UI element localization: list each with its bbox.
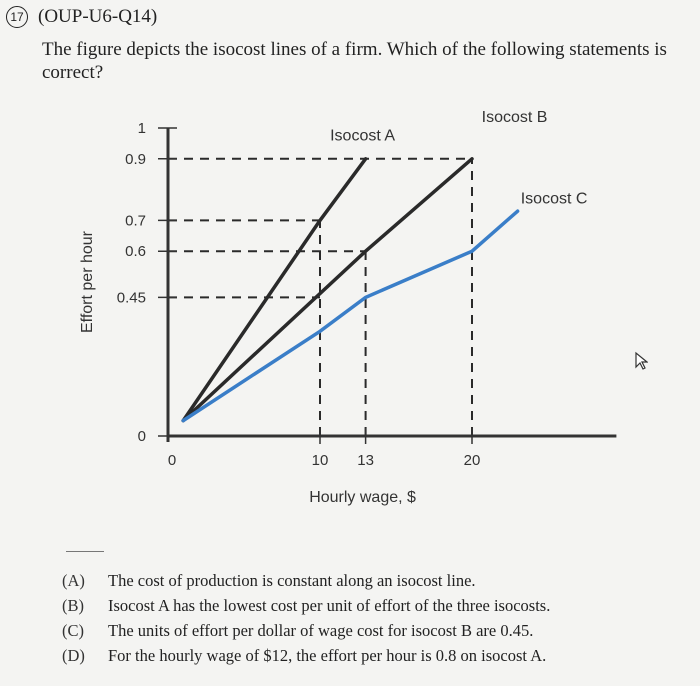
y-tick-label: 0.9: [125, 150, 146, 168]
option-letter: (D): [62, 646, 85, 665]
question-text: The figure depicts the isocost lines of a firm. Which of the following statements is correct?: [42, 39, 667, 83]
option-letter: (B): [62, 596, 84, 615]
series-label: Isocost C: [520, 190, 588, 208]
answer-options: [62, 568, 550, 668]
option-item[interactable]: [62, 618, 550, 643]
divider: [66, 551, 104, 552]
option-item[interactable]: [62, 568, 550, 593]
y-axis-label: Effort per hour: [79, 231, 96, 333]
y-tick-label: 0.6: [125, 243, 146, 261]
question-number-badge: 17: [6, 6, 28, 28]
isocost-series: [183, 159, 517, 421]
option-item[interactable]: [62, 593, 550, 618]
chart-text: [79, 109, 587, 506]
option-item[interactable]: [62, 643, 550, 668]
chart-axes: [158, 128, 616, 444]
x-axis-label: Hourly wage, $: [309, 489, 416, 506]
x-tick-label: 13: [357, 452, 374, 469]
y-tick-label: 0: [137, 428, 146, 445]
series-label: Isocost A: [330, 127, 396, 145]
y-tick-label: 1: [137, 120, 146, 137]
isocost-line: [183, 159, 365, 421]
y-tick-label: 0.45: [116, 289, 146, 307]
option-text: Isocost A has the lowest cost per unit of effort of the three isocosts.: [108, 596, 551, 615]
question-code: (OUP-U6-Q14): [38, 6, 158, 27]
x-tick-label: 0: [167, 452, 177, 469]
x-tick-label: 20: [463, 452, 481, 469]
option-text: For the hourly wage of $12, the effort per hour is 0.8 on isocost A.: [108, 646, 547, 665]
series-label: Isocost B: [481, 108, 548, 126]
x-tick-label: 10: [311, 452, 329, 469]
option-text: The cost of production is constant along an isocost line.: [108, 571, 476, 590]
mouse-cursor-icon: [634, 351, 648, 371]
option-letter: (A): [62, 571, 85, 590]
option-letter: (C): [62, 621, 84, 640]
isocost-line: [183, 211, 517, 420]
option-text: The units of effort per dollar of wage cost for isocost B are 0.45.: [108, 621, 534, 640]
y-tick-label: 0.7: [125, 212, 146, 230]
isocost-line: [183, 159, 472, 421]
